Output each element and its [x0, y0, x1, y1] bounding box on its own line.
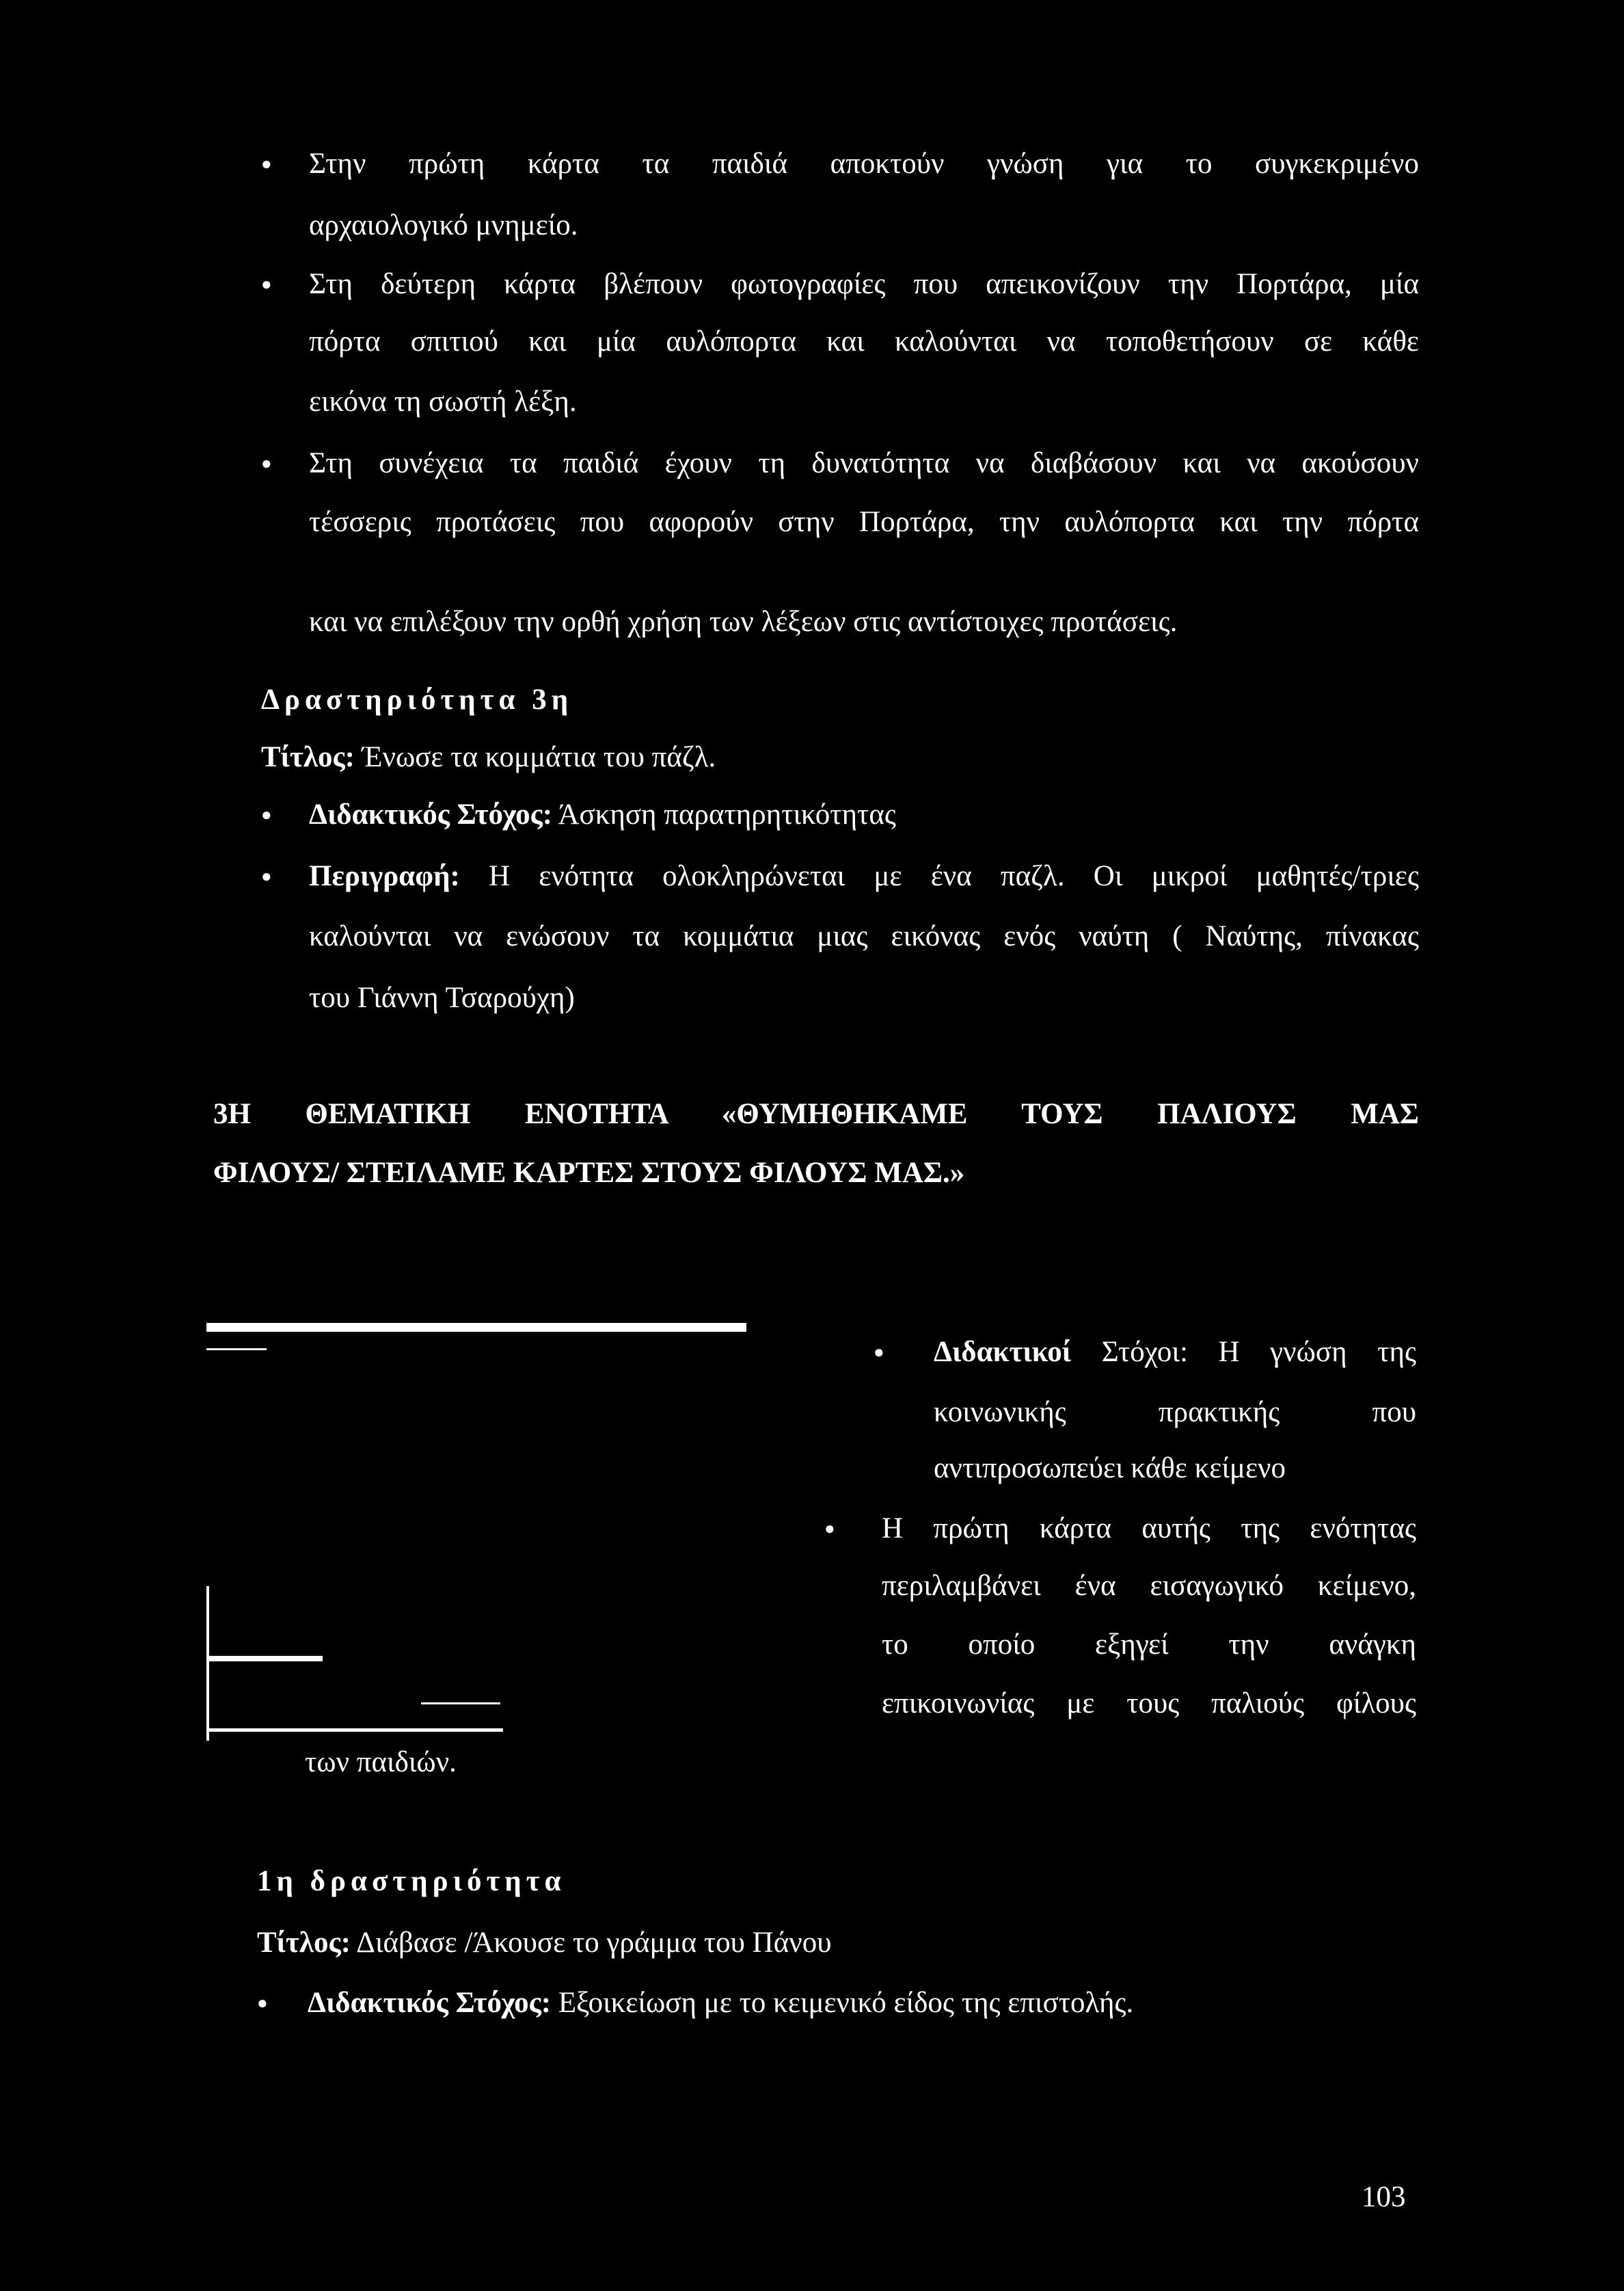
activity3-desc-line-3: του Γιάννη Τσαρούχη) — [309, 982, 575, 1014]
bullet-dot: ● — [261, 866, 272, 886]
right-card-line-1: Η πρώτη κάρτα αυτής της ενότητας — [882, 1512, 1416, 1544]
right-goals-line-1 — [934, 1335, 1416, 1370]
section3-heading-line-1: 3Η ΘΕΜΑΤΙΚΗ ΕΝΟΤΗΤΑ «ΘΥΜΗΘΗΚΑΜΕ ΤΟΥΣ ΠΑΛΙΟΥΣ ΜΑΣ — [213, 1098, 1419, 1130]
activity1-title — [257, 1925, 831, 1961]
frame-left-edge — [206, 1586, 209, 1741]
bullet-dot: ● — [261, 274, 272, 294]
activity3-title — [261, 740, 716, 775]
activity1-goal-value: Εξοικείωση με το κειμενικό είδος της επιστολής. — [551, 1987, 1134, 2019]
bullet-dot: ● — [874, 1342, 884, 1362]
activity1-heading: 1η δραστηριότητα — [257, 1865, 566, 1897]
activity3-title-value: Ένωσε τα κομμάτια του πάζλ. — [354, 741, 716, 773]
right-card-line-4: επικοινωνίας με τους παλιούς φίλους — [882, 1687, 1416, 1719]
bullet-dot: ● — [261, 453, 272, 473]
intro-bullet-3-line-1: Στη συνέχεια τα παιδιά έχουν τη δυνατότητα να διαβάσουν και να ακούσουν — [309, 447, 1419, 479]
intro-bullet-3-line-3: και να επιλέξουν την ορθή χρήση των λέξεων στις αντίστοιχες προτάσεις. — [309, 606, 1178, 638]
right-goals-label: Διδακτικοί — [934, 1336, 1072, 1368]
image-caption: των παιδιών. — [305, 1746, 457, 1778]
bullet-dot: ● — [257, 1993, 268, 2013]
activity3-goal-label: Διδακτικός Στόχος: — [309, 799, 553, 831]
activity1-goal-label: Διδακτικός Στόχος: — [308, 1987, 552, 2019]
activity1-title-value: Διάβασε /Άκουσε το γράμμα του Πάνου — [350, 1927, 832, 1959]
frame-top-rule-thin — [206, 1348, 267, 1350]
activity3-desc-first: Η ενότητα ολοκληρώνεται με ένα παζλ. Οι μικροί μαθητές/τριες — [459, 860, 1419, 892]
frame-bottom-rule — [209, 1728, 503, 1732]
bullet-dot: ● — [261, 805, 272, 825]
frame-right-short-rule — [421, 1702, 500, 1704]
activity3-heading: Δραστηριότητα 3η — [261, 684, 573, 716]
frame-mid-rule — [209, 1656, 323, 1661]
activity3-goal — [309, 797, 896, 833]
right-card-line-3: το οποίο εξηγεί την ανάγκη — [882, 1629, 1416, 1661]
frame-top-rule — [206, 1323, 746, 1332]
intro-bullet-2-line-2: πόρτα σπιτιού και μία αυλόπορτα και καλούνται να τοποθετήσουν σε κάθε — [309, 325, 1419, 358]
page-number: 103 — [1362, 2181, 1406, 2213]
intro-bullet-3-line-2: τέσσερις προτάσεις που αφορούν στην Πορτάρα, την αυλόπορτα και την πόρτα — [309, 506, 1419, 538]
bullet-dot: ● — [824, 1518, 835, 1538]
activity3-desc-line-1 — [309, 859, 1419, 894]
activity3-desc-line-2: καλούνται να ενώσουν τα κομμάτια μιας εικόνας ενός ναύτη ( Ναύτης, πίνακας — [309, 920, 1419, 952]
activity3-desc-label: Περιγραφή: — [309, 860, 460, 892]
right-card-line-2: περιλαμβάνει ένα εισαγωγικό κείμενο, — [882, 1570, 1416, 1602]
activity3-goal-value: Άσκηση παρατηρητικότητας — [552, 799, 896, 831]
section3-heading-line-2: ΦΙΛΟΥΣ/ ΣΤΕΙΛΑΜΕ ΚΑΡΤΕΣ ΣΤΟΥΣ ΦΙΛΟΥΣ ΜΑΣ.» — [213, 1157, 965, 1189]
intro-bullet-1-line-2: αρχαιολογικό μνημείο. — [309, 209, 578, 241]
intro-bullet-1-line-1: Στην πρώτη κάρτα τα παιδιά αποκτούν γνώση για το συγκεκριμένο — [309, 148, 1419, 180]
right-goals-line-2: κοινωνικής πρακτικής που — [934, 1396, 1416, 1428]
activity3-title-label: Τίτλος: — [261, 741, 355, 773]
activity1-title-label: Τίτλος: — [257, 1927, 351, 1959]
bullet-dot: ● — [261, 154, 272, 174]
right-goals-line-3: αντιπροσωπεύει κάθε κείμενο — [934, 1452, 1286, 1484]
activity1-goal — [308, 1985, 1133, 2021]
intro-bullet-2-line-3: εικόνα τη σωστή λέξη. — [309, 386, 577, 418]
right-goals-first: Στόχοι: Η γνώση της — [1071, 1336, 1416, 1368]
intro-bullet-2-line-1: Στη δεύτερη κάρτα βλέπουν φωτογραφίες που απεικονίζουν την Πορτάρα, μία — [309, 268, 1419, 300]
